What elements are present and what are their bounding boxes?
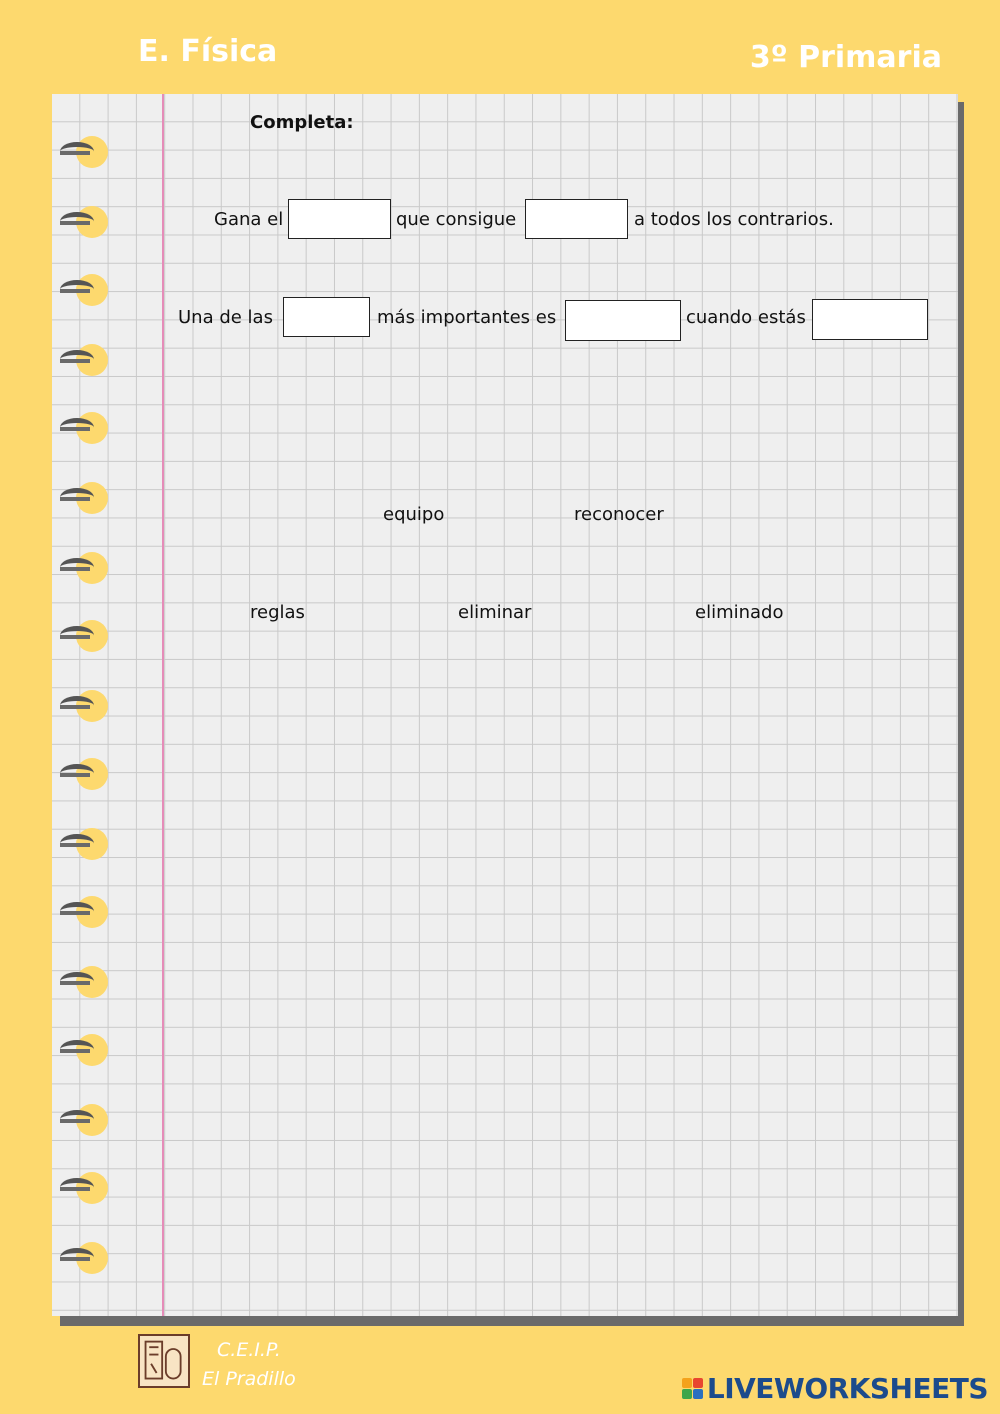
word-bank-item[interactable]: equipo bbox=[383, 504, 445, 525]
spiral-ring bbox=[60, 896, 108, 930]
word-bank-item[interactable]: reconocer bbox=[574, 504, 664, 525]
school-line-1: C.E.I.P. bbox=[216, 1339, 281, 1361]
spiral-ring bbox=[60, 206, 108, 240]
answer-blank-2[interactable] bbox=[525, 199, 628, 239]
word-bank-item[interactable]: eliminar bbox=[458, 602, 532, 623]
spiral-ring bbox=[60, 828, 108, 862]
instruction-title: Completa: bbox=[250, 112, 354, 133]
spiral-ring bbox=[60, 552, 108, 586]
spiral-ring bbox=[60, 344, 108, 378]
answer-blank-5[interactable] bbox=[812, 299, 928, 340]
answer-blank-1[interactable] bbox=[288, 199, 391, 239]
spiral-ring bbox=[60, 690, 108, 724]
sentence2-text-2: más importantes es bbox=[377, 307, 557, 328]
school-name bbox=[202, 1336, 296, 1394]
spiral-ring bbox=[60, 620, 108, 654]
sentence1-text-1: Gana el bbox=[214, 209, 284, 230]
spiral-ring bbox=[60, 136, 108, 170]
school-logo bbox=[138, 1334, 190, 1388]
spiral-ring bbox=[60, 1242, 108, 1276]
sentence2-text-3: cuando estás bbox=[686, 307, 806, 328]
spiral-ring bbox=[60, 758, 108, 792]
spiral-ring bbox=[60, 1104, 108, 1138]
page-header-grade: 3º Primaria bbox=[749, 40, 942, 75]
spiral-ring bbox=[60, 482, 108, 516]
spiral-ring bbox=[60, 966, 108, 1000]
spiral-ring bbox=[60, 1172, 108, 1206]
liveworksheets-icon bbox=[682, 1378, 703, 1399]
sentence1-text-3: a todos los contrarios. bbox=[634, 209, 834, 230]
liveworksheets-wordmark: LIVEWORKSHEETS bbox=[706, 1372, 988, 1405]
spiral-ring bbox=[60, 274, 108, 308]
liveworksheets-logo[interactable] bbox=[682, 1372, 988, 1405]
sentence2-text-1: Una de las bbox=[178, 307, 273, 328]
word-bank-item[interactable]: reglas bbox=[250, 602, 305, 623]
margin-line bbox=[162, 94, 164, 1316]
spiral-ring bbox=[60, 412, 108, 446]
answer-blank-3[interactable] bbox=[283, 297, 370, 337]
word-bank-item[interactable]: eliminado bbox=[695, 602, 784, 623]
page-header-subject: E. Física bbox=[138, 34, 278, 69]
notebook-sheet bbox=[52, 94, 958, 1316]
school-line-2: El Pradillo bbox=[202, 1368, 296, 1390]
answer-blank-4[interactable] bbox=[565, 300, 681, 341]
sentence1-text-2: que consigue bbox=[396, 209, 517, 230]
spiral-ring bbox=[60, 1034, 108, 1068]
